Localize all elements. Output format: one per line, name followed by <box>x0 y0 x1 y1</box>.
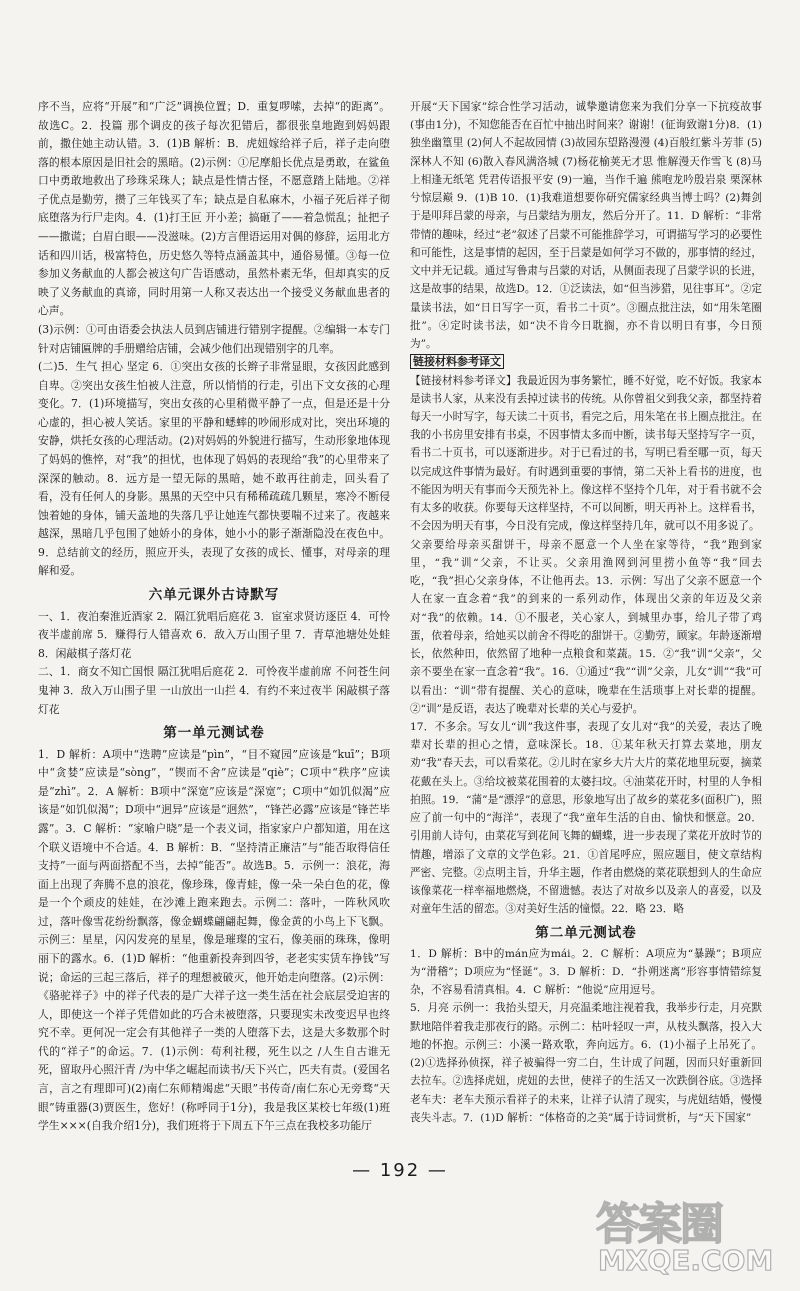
unit-two-answers-1: 1．D 解析：B中的mán应为mái。2．C 解析：A项应为“暴躁”；B项应为“滑稽”；D项应为“怪诞”。3．D 解析：D．“扑朔迷离”形容事情错综复杂，不容易看清真相。4．C 解析：“他说”应用逗号。 <box>410 947 762 997</box>
unit-two-answers-2: 5．月亮 示例一：我抬头望天，月亮温柔地注视着我，我举步行走，月亮默默地陪伴着我走那夜行的路。示例二：枯叶轻叹一声，从枝头飘落，投入大地的怀抱。示例三：小溪一路欢歌，奔向远方。6．(1)小福子上吊死了。(2)①选择孙侦探，祥子被骗得一穷二白，生计成了问题，因而只好重新回去拉车。②选择虎妞，虎妞的去世，使祥子的生活又一次跌倒谷底。③选择老车夫：老车夫预示看祥子的未来，让祥子认清了现实，与虎妞结婚，慢慢丧失斗志。7．(1)D 解析：“体格奇的之美”属于诗词赏析，与“天下国家” <box>410 1002 762 1124</box>
right-paragraph-2 <box>410 353 762 371</box>
section-six-line-1: 一、1．夜泊秦淮近酒家 2．隔江犹唱后庭花 3．宦室求贤访逐臣 4．可怜夜半虚前席 5．赚得行人错喜欢 6．敌入万山围子里 7．青草池塘处处蛙 8．闲敲棋子落灯花 <box>38 609 390 660</box>
unit-one-answers: 1．D 解析：A项中“迭聘”应读是“pìn”，“目不窥园”应该是“kuī”；B项中“贪婪”应读是“sòng”，“锲而不舍”应读是“qiè”；C项中“秩序”应读是“zhì”。2．A 解析：B项中“深宽”应该是“深宽”；C项中“如饥似渴”应该是“如饥似渴”；D项中“迥异”应该是“迥然”，“锋芒必露”应该是“锋芒毕露”。3．C 解析：“家喻户晓”是一个表义词，指家家户户都知道，用在这个联义语境中不合适。4．B 解析：B．“坚持清正廉洁”与“能否取得信任支持”一面与两面搭配不当，去掉“能否”。故选B。5．示例一：浪花，海面上出现了奔腾不息的浪花，像珍珠，像青蛙，像一朵一朵白色的花，像是一个个顽皮的娃娃，在沙滩上跑来跑去。示例二：落叶，一阵秋风吹过，落叶像雪花纷纷飘落，像金蝴蝶翩翩起舞，像金黄的小鸟上下飞飘。示例三：星星，闪闪发亮的星星，像是璀璨的宝石，像美丽的珠珠，像明丽下的露水。6．(1)D 解析：“他重新投奔到四爷，老老实实赁车挣钱”写说；命运的三起三落后，祥子的理想被破灭，他开始走向堕落。(2)示例：《骆驼祥子》中的祥子代表的是广大祥子这一类生活在社会底层受迫害的人，即使这一个祥子凭借如此的巧合未被堕落，只要现实未改变迟早也终究不幸。更何况一定会有其他祥子一类的人堕落下去，这是大多数那个时代的“祥子”的命运。7．(1)示例：苟利社稷，死生以之 /人生自古谁无死，留取丹心照汗青 /为中华之崛起而读书/天下兴亡，匹夫有责。(爱国名言，言之有理即可)(2)南仁东师精竭虑“天眼”书传奇/南仁东心无旁骛“天眼”铸重器(3)贾医生，您好！(称呼同于1分)，我是我区某校七年级(1)班学生×××(自我介绍1分)，我们班将于下周五下午三点在我校多功能厅 <box>38 747 390 1133</box>
left-paragraph-3: (二)5．生气 担心 坚定 6．①突出女孩的长辫子非常显眼，女孩因此感到自卑。②突出女孩生怕被人注意，所以悄悄的行走，引出下文女孩的心理变化。7．(1)环境描写，突出女孩的心里稍微平静了一点，但是还是十分心虚的，担心被人笑话。家里的平静和蟋蟀的吵闹形成对比，突出环境的安静，烘托女孩的心理活动。(2)对妈妈的外貌进行描写，生动形象地体现了妈妈的憔悴，对“我”的担忧，也体现了妈妈的表现给“我”的心里带来了深深的触动。8．远方是一望无际的黑暗，她不敢再往前走，回头看了看，没有任何人的身影。黑黑的天空中只有稀稀疏疏几颗星，寒冷不断侵蚀着她的身体，铺天盖地的失落几乎让她连气都快要喘不过来了。夜越来越深，黑暗几乎包围了她娇小的身体，她小小的影子渐渐隐没在夜色中。9．总结前文的经历，照应开头，表现了女孩的成长、懂事，对母亲的理解和爱。 <box>38 360 390 578</box>
right-paragraph-3: 【链接材料参考译文】我最近因为事务繁忙，睡不好觉，吃不好饭。我家本是读书人家，从来没有丢掉过读书的传统。从你曾祖父到我父亲，都坚持着每天一小时写字，每天读二十页书，看完之后，用朱笔在书上圈点批注。在我的小书房里安排有书桌，不因事情太多而中断，读书每天坚持写字一页，看书二十页书，可以逐渐进步。对于已看过的书，写明已看至哪一页，每天以完成这件事情为最好。有时遇到重要的事情，第二天补上看书的进度，也不能因为明天有事而今天预先补上。像这样不坚持个几年，对于看书就不会有太多的收获。你要每天这样坚持，不可以间断，明天再补上。这样看书，不会因为明天有事，今日没有完成，像这样坚持几年，就可以不用多说了。 <box>410 374 762 533</box>
watermark-text: 答案圈 <box>596 1199 722 1250</box>
watermark-url: MXQE.COM <box>598 1244 774 1277</box>
right-paragraph-1: 开展“天下国家”综合性学习活动，诚挚邀请您来为我们分享一下抗疫故事(事由1分)，不知您能否在百忙中抽出时间来？谢谢！(征询致谢1分)8．(1)独坐幽篁里 (2)何人不起故园情 (3)故园东望路漫漫 (4)百般红紫斗芳菲 (5)深林人不知 (6)散入春风满洛城 (7)杨花榆荚无才思 惟解漫天作雪飞 (8)马上相逢无纸笔 凭君传语报平安 (9)一遍，当作千遍 熊咆龙吟殷岩泉 栗深林兮惊层巅 9．(1)B 10．(1)我难道想要你研究儒家经典当博士吗？(2)舞剑于是叩拜吕蒙的母亲，与吕蒙结为朋友，然后分开了。11．D 解析：“非常带情的趣味，经过“老”叙述了吕蒙不可能推辞学习，可谓描写学习的必要性和可能性，这是事情的起因，至于吕蒙是如何学习不做的，那事情的经过，文中并无记载。通过写鲁肃与吕蒙的对话，从侧面表现了吕蒙学识的长进，这是故事的结果，故选D。12．①泛读法，如“但当涉猎，见往事耳”。②定量读书法，如“日日写字一页，看书二十页”。③圈点批注法，如“用朱笔圈批”。④定时读书法，如“决不肯今日耽搁，亦不肯以明日有事，今日预为”。 <box>410 101 762 351</box>
unit-two-heading: 第二单元测试卷 <box>535 924 637 941</box>
section-six-heading: 六单元课外古诗默写 <box>148 587 280 604</box>
left-paragraph-2: (3)示例：①可由语委会执法人员到店铺进行错别字提醒。②编辑一本专门针对店铺匾牌的手册赠给店铺，会减少他们出现错别字的几率。 <box>38 322 390 355</box>
section-six-line-2: 二、1．商女不知亡国恨 隔江犹唱后庭花 2．可怜夜半虚前席 不问苍生问鬼神 3．敌入万山围子里 一山放出一山拦 4．有约不来过夜半 闲敲棋子落灯花 <box>38 665 390 716</box>
left-paragraph-1: 序不当，应将“开展”和“广泛”调换位置；D．重复啰嗦，去掉“的距离”。故选C。2．投篇 那个调皮的孩子每次犯错后，都很张皇地跑到妈妈跟前，撒住她主动认错。3．(1)B 解析：B．虎妞嫁给祥子后，祥子走向堕落的根本原因是旧社会的黑暗。(2)示例：①尼摩船长优点是勇敢，在鲨鱼口中勇敢地救出了珍珠采珠人；缺点是性情古怪，不愿意踏上陆地。②祥子优点是勤劳，攒了三年钱买了车；缺点是自私麻木，小福子死后祥子彻底堕落为行尸走肉。4．(1)打王叵 开小差；搞砸了——着急慌乱；扯把子——撒谎；白眉白眼——没滋味。(2)方言俚语运用对偶的修辞，运用北方话和四川话，极富特色，历史悠久等特点涵盖其中，通俗易懂。③每一位参加义务献血的人都会被这句广告语感动，虽然朴素无华，但却真实的反映了义务献血的真谛，同时用第一人称又表达出一个接受义务献血患者的心声。 <box>38 100 390 318</box>
right-paragraph-4: 父亲要给母亲买甜饼干，母亲不愿意一个人坐在家等待，“我”跑到家里，“我”训“父亲，不让买。父亲用渔网到河里捞小鱼等“我”回去吃，“我”担心父亲身体，不让他再去。13．示例：写出了父亲不愿意一个人在家一直念着“我”的到来的一系列动作，体现出父亲的年迈及父亲对“我”的依赖。14．①不服老，关心家人，到城里办事，给儿子带了鸡蛋，依着母亲，给她买以前舍不得吃的甜饼干。②勤劳，顾家。年龄逐渐增长，依然种田，依然留了地种一点粮食和菜蔬。15．②“我”训“父亲”，父亲不要坐在家一直念着“我”。16．①通过“我”“训”父亲，儿女“训”“我”可以看出：“训”带有提醒、关心的意味，晚辈在生活琐事上对长辈的提醒。②“训”是反语，表达了晚辈对长辈的关心与爱护。 <box>410 538 762 715</box>
right-column <box>410 98 762 1127</box>
watermark-logo <box>596 1188 772 1282</box>
page-number: — 192 — <box>352 1160 448 1181</box>
left-column <box>38 98 390 1136</box>
right-paragraph-5: 17．不多余。写女儿“训”我这件事，表现了女儿对“我”的关爱，表达了晚辈对长辈的担心之情，意味深长。18．①某年秋天打算去菜地，朋友劝“我”春天去，可以看菜花。②儿时在家乡大片大片的菜花地里玩耍，摘菜花戴在头上。③给坟被菜花围着的太婆扫坟。④油菜花开时，村里的人争相拍照。19．“蒲”是“漂浮”的意思，形象地写出了故乡的菜花多(面积广)，照应了前一句中的“海洋”，表现了“我”童年生活的自由、愉快和惬意。20．引用前人诗句，由菜花写到花间飞舞的蝴蝶，进一步表现了菜花开放时节的情趣，增添了文章的文学色彩。21．①首尾呼应，照应题目，使文章结构严密、完整。②点明主旨，升华主题，作者由燃烧的菜花联想到人的生命应该像菜花一样率福地燃烧，不留遗憾。表达了对故乡以及亲人的喜爱，以及对童年生活的留恋。③对美好生活的憧憬。22．略 23．略 <box>410 720 762 916</box>
unit-one-heading: 第一单元测试卷 <box>163 725 265 742</box>
link-material-label: 链接材料参考译文 <box>410 354 504 369</box>
